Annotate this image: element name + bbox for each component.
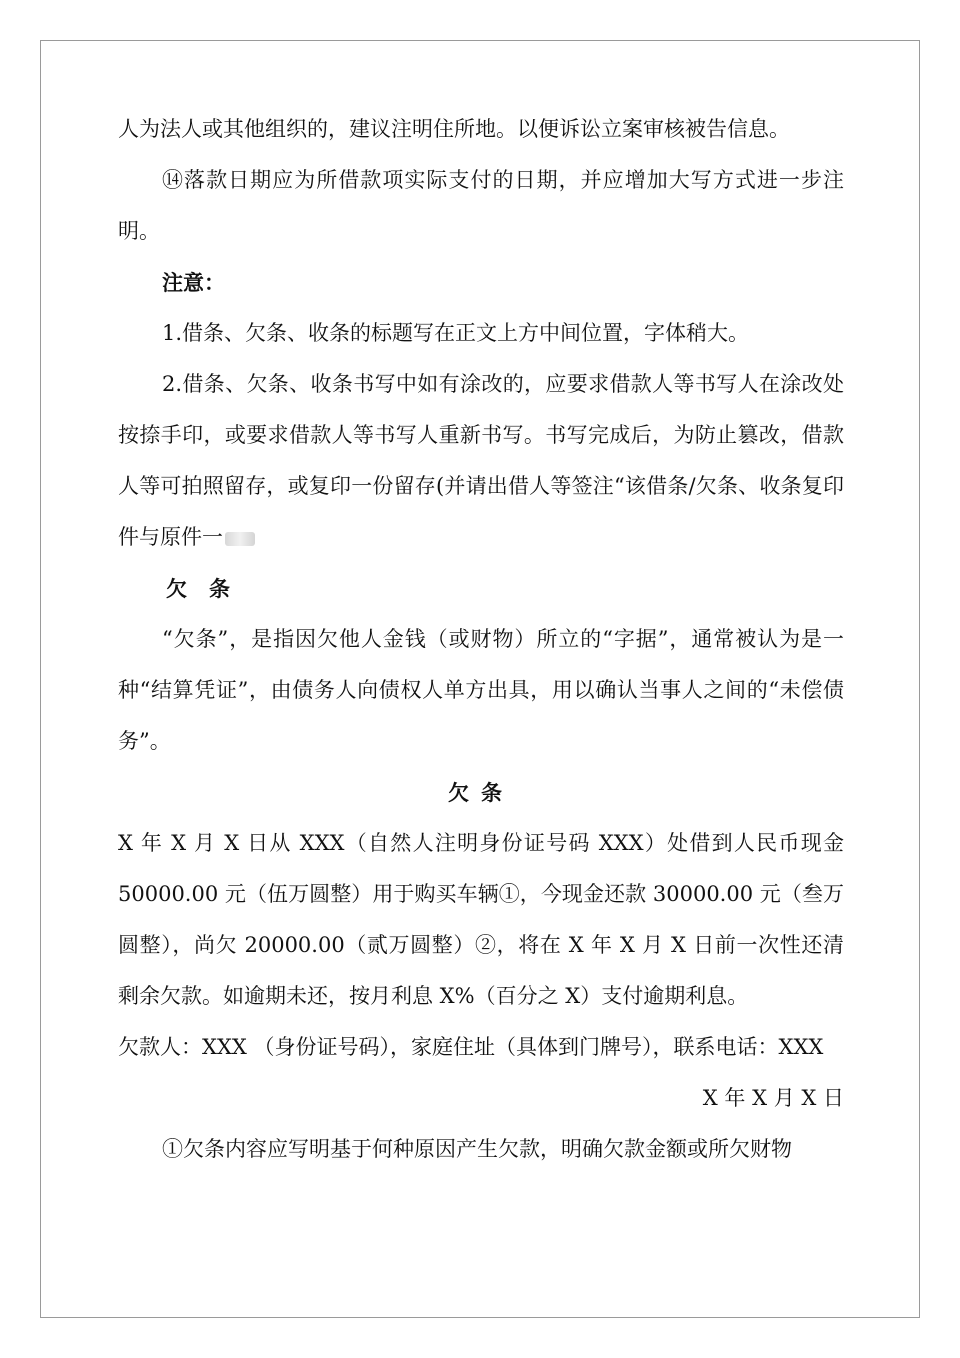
faint-watermark <box>390 1328 580 1348</box>
sample-iou-title: 欠条 <box>448 780 514 805</box>
paragraph-payment-date-note: ⑭落款日期应为所借款项实际支付的日期，并应增加大写方式进一步注明。 <box>118 168 844 243</box>
iou-definition: “欠条”，是指因欠他人金钱（或财物）所立的“字据”，通常被认为是一种“结算凭证”，由债务人向债权人单方出具，用以确认当事人之间的“未偿债务”。 <box>118 627 844 753</box>
sample-iou-body: X 年 X 月 X 日从 XXX（自然人注明身份证号码 XXX）处借到人民币现金 50000.00 元（伍万圆整）用于购买车辆①，今现金还款 30000.00 元（叁万圆整），尚欠 20000.00（贰万圆整）②，将在 X 年 X 月 X 日前一次性还清剩余欠款。如逾期未还，按月利息 X%（百分之 X）支付逾期利息。 <box>118 831 844 1008</box>
notice-item-2 <box>118 359 844 563</box>
section-title-iou: 欠条 <box>166 576 252 601</box>
notice-item-1: 1.借条、欠条、收条的标题写在正文上方中间位置，字体稍大。 <box>162 321 750 345</box>
paragraph-defendant-address: 人为法人或其他组织的，建议注明住所地。以便诉讼立案审核被告信息。 <box>118 117 790 141</box>
smudged-text-mark <box>225 532 255 546</box>
notice-heading: 注意： <box>162 270 225 295</box>
sample-note-1: ①欠条内容应写明基于何种原因产生欠款，明确欠款金额或所欠财物 <box>162 1137 792 1161</box>
notice-item-2-text: 2.借条、欠条、收条书写中如有涂改的，应要求借款人等书写人在涂改处按捺手印，或要求借款人等书写人重新书写。书写完成后，为防止篡改，借款人等可拍照留存，或复印一份留存(并请出借人等签注“该借条/欠条、收条复印件与原件一 <box>118 372 844 549</box>
document-content <box>118 104 844 1175</box>
sample-iou-date: X 年 X 月 X 日 <box>702 1086 844 1110</box>
sample-iou-debtor: 欠款人：XXX （身份证号码），家庭住址（具体到门牌号），联系电话：XXX <box>118 1035 824 1059</box>
